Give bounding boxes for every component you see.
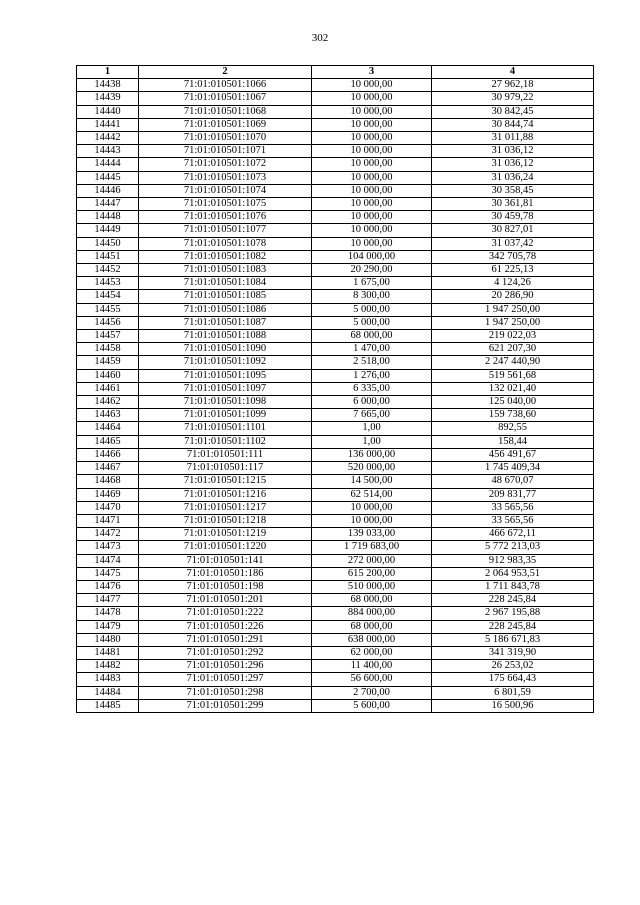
value-cell: 5 186 671,83 <box>432 633 594 646</box>
row-number-cell: 14445 <box>77 171 139 184</box>
row-number-cell: 14468 <box>77 475 139 488</box>
cadastral-number-cell: 71:01:010501:1070 <box>139 132 312 145</box>
row-number-cell: 14450 <box>77 237 139 250</box>
area-cell: 10 000,00 <box>312 237 432 250</box>
area-cell: 104 000,00 <box>312 250 432 263</box>
table-row <box>77 528 594 541</box>
area-cell: 10 000,00 <box>312 79 432 92</box>
cadastral-number-cell: 71:01:010501:1217 <box>139 501 312 514</box>
area-cell: 615 200,00 <box>312 567 432 580</box>
value-cell: 30 358,45 <box>432 184 594 197</box>
value-cell: 2 064 953,51 <box>432 567 594 580</box>
value-cell: 132 021,40 <box>432 382 594 395</box>
table-row <box>77 224 594 237</box>
table-row <box>77 145 594 158</box>
cadastral-number-cell: 71:01:010501:201 <box>139 594 312 607</box>
row-number-cell: 14482 <box>77 660 139 673</box>
row-number-cell: 14454 <box>77 290 139 303</box>
row-number-cell: 14441 <box>77 118 139 131</box>
cadastral-number-cell: 71:01:010501:1098 <box>139 396 312 409</box>
cadastral-number-cell: 71:01:010501:1215 <box>139 475 312 488</box>
area-cell: 10 000,00 <box>312 198 432 211</box>
table-row <box>77 303 594 316</box>
value-cell: 1 711 843,78 <box>432 580 594 593</box>
cadastral-number-cell: 71:01:010501:292 <box>139 646 312 659</box>
value-cell: 33 565,56 <box>432 514 594 527</box>
value-cell: 31 036,24 <box>432 171 594 184</box>
table-row <box>77 250 594 263</box>
value-cell: 48 670,07 <box>432 475 594 488</box>
column-header-4: 4 <box>432 66 594 79</box>
value-cell: 31 036,12 <box>432 158 594 171</box>
area-cell: 139 033,00 <box>312 528 432 541</box>
page-number: 302 <box>311 32 329 44</box>
cadastral-number-cell: 71:01:010501:1095 <box>139 369 312 382</box>
area-cell: 6 335,00 <box>312 382 432 395</box>
table-row <box>77 171 594 184</box>
table-row <box>77 554 594 567</box>
row-number-cell: 14455 <box>77 303 139 316</box>
cadastral-number-cell: 71:01:010501:1220 <box>139 541 312 554</box>
table-row <box>77 594 594 607</box>
row-number-cell: 14483 <box>77 673 139 686</box>
row-number-cell: 14447 <box>77 198 139 211</box>
cadastral-number-cell: 71:01:010501:222 <box>139 607 312 620</box>
cadastral-number-cell: 71:01:010501:1102 <box>139 435 312 448</box>
area-cell: 14 500,00 <box>312 475 432 488</box>
area-cell: 1 675,00 <box>312 277 432 290</box>
area-cell: 68 000,00 <box>312 594 432 607</box>
cadastral-number-cell: 71:01:010501:1074 <box>139 184 312 197</box>
cadastral-number-cell: 71:01:010501:1085 <box>139 290 312 303</box>
value-cell: 175 664,43 <box>432 673 594 686</box>
cadastral-number-cell: 71:01:010501:186 <box>139 567 312 580</box>
table-row <box>77 541 594 554</box>
value-cell: 1 947 250,00 <box>432 303 594 316</box>
cadastral-number-cell: 71:01:010501:1087 <box>139 316 312 329</box>
area-cell: 62 000,00 <box>312 646 432 659</box>
value-cell: 6 801,59 <box>432 686 594 699</box>
area-cell: 1 719 683,00 <box>312 541 432 554</box>
area-cell: 10 000,00 <box>312 158 432 171</box>
row-number-cell: 14448 <box>77 211 139 224</box>
area-cell: 136 000,00 <box>312 448 432 461</box>
row-number-cell: 14443 <box>77 145 139 158</box>
cadastral-number-cell: 71:01:010501:1092 <box>139 356 312 369</box>
table-row <box>77 475 594 488</box>
value-cell: 31 037,42 <box>432 237 594 250</box>
row-number-cell: 14463 <box>77 409 139 422</box>
value-cell: 30 842,45 <box>432 105 594 118</box>
area-cell: 884 000,00 <box>312 607 432 620</box>
value-cell: 16 500,96 <box>432 699 594 712</box>
value-cell: 26 253,02 <box>432 660 594 673</box>
cadastral-table <box>76 65 594 713</box>
row-number-cell: 14465 <box>77 435 139 448</box>
value-cell: 20 286,90 <box>432 290 594 303</box>
row-number-cell: 14451 <box>77 250 139 263</box>
area-cell: 10 000,00 <box>312 118 432 131</box>
value-cell: 519 561,68 <box>432 369 594 382</box>
cadastral-number-cell: 71:01:010501:1219 <box>139 528 312 541</box>
cadastral-number-cell: 71:01:010501:1083 <box>139 264 312 277</box>
value-cell: 27 962,18 <box>432 79 594 92</box>
cadastral-number-cell: 71:01:010501:1076 <box>139 211 312 224</box>
row-number-cell: 14438 <box>77 79 139 92</box>
value-cell: 158,44 <box>432 435 594 448</box>
table-row <box>77 501 594 514</box>
value-cell: 125 040,00 <box>432 396 594 409</box>
area-cell: 62 514,00 <box>312 488 432 501</box>
cadastral-number-cell: 71:01:010501:1084 <box>139 277 312 290</box>
area-cell: 68 000,00 <box>312 330 432 343</box>
table-row <box>77 79 594 92</box>
row-number-cell: 14471 <box>77 514 139 527</box>
row-number-cell: 14472 <box>77 528 139 541</box>
row-number-cell: 14440 <box>77 105 139 118</box>
row-number-cell: 14452 <box>77 264 139 277</box>
table-row <box>77 660 594 673</box>
cadastral-number-cell: 71:01:010501:1069 <box>139 118 312 131</box>
cadastral-number-cell: 71:01:010501:1078 <box>139 237 312 250</box>
row-number-cell: 14475 <box>77 567 139 580</box>
value-cell: 1 745 409,34 <box>432 462 594 475</box>
value-cell: 2 967 195,88 <box>432 607 594 620</box>
row-number-cell: 14449 <box>77 224 139 237</box>
cadastral-number-cell: 71:01:010501:1071 <box>139 145 312 158</box>
cadastral-number-cell: 71:01:010501:141 <box>139 554 312 567</box>
area-cell: 1 470,00 <box>312 343 432 356</box>
cadastral-number-cell: 71:01:010501:1066 <box>139 79 312 92</box>
area-cell: 10 000,00 <box>312 224 432 237</box>
area-cell: 10 000,00 <box>312 92 432 105</box>
value-cell: 209 831,77 <box>432 488 594 501</box>
row-number-cell: 14460 <box>77 369 139 382</box>
value-cell: 61 225,13 <box>432 264 594 277</box>
area-cell: 1,00 <box>312 422 432 435</box>
row-number-cell: 14466 <box>77 448 139 461</box>
area-cell: 10 000,00 <box>312 501 432 514</box>
area-cell: 10 000,00 <box>312 514 432 527</box>
table-row <box>77 356 594 369</box>
value-cell: 4 124,26 <box>432 277 594 290</box>
table-row <box>77 448 594 461</box>
table-row <box>77 290 594 303</box>
table-row <box>77 396 594 409</box>
value-cell: 30 361,81 <box>432 198 594 211</box>
value-cell: 31 011,88 <box>432 132 594 145</box>
row-number-cell: 14456 <box>77 316 139 329</box>
table-row <box>77 686 594 699</box>
row-number-cell: 14485 <box>77 699 139 712</box>
table-row <box>77 488 594 501</box>
cadastral-number-cell: 71:01:010501:1218 <box>139 514 312 527</box>
row-number-cell: 14467 <box>77 462 139 475</box>
value-cell: 456 491,67 <box>432 448 594 461</box>
table-row <box>77 158 594 171</box>
row-number-cell: 14480 <box>77 633 139 646</box>
row-number-cell: 14461 <box>77 382 139 395</box>
area-cell: 68 000,00 <box>312 620 432 633</box>
row-number-cell: 14453 <box>77 277 139 290</box>
area-cell: 638 000,00 <box>312 633 432 646</box>
area-cell: 8 300,00 <box>312 290 432 303</box>
value-cell: 31 036,12 <box>432 145 594 158</box>
value-cell: 228 245,84 <box>432 620 594 633</box>
cadastral-number-cell: 71:01:010501:1090 <box>139 343 312 356</box>
value-cell: 219 022,03 <box>432 330 594 343</box>
row-number-cell: 14478 <box>77 607 139 620</box>
row-number-cell: 14479 <box>77 620 139 633</box>
cadastral-number-cell: 71:01:010501:1082 <box>139 250 312 263</box>
area-cell: 11 400,00 <box>312 660 432 673</box>
value-cell: 30 979,22 <box>432 92 594 105</box>
area-cell: 2 700,00 <box>312 686 432 699</box>
table-row <box>77 198 594 211</box>
cadastral-number-cell: 71:01:010501:1077 <box>139 224 312 237</box>
value-cell: 30 844,74 <box>432 118 594 131</box>
cadastral-number-cell: 71:01:010501:297 <box>139 673 312 686</box>
row-number-cell: 14473 <box>77 541 139 554</box>
table-row <box>77 435 594 448</box>
table-row <box>77 92 594 105</box>
row-number-cell: 14444 <box>77 158 139 171</box>
value-cell: 892,55 <box>432 422 594 435</box>
row-number-cell: 14446 <box>77 184 139 197</box>
cadastral-number-cell: 71:01:010501:1101 <box>139 422 312 435</box>
table-row <box>77 580 594 593</box>
row-number-cell: 14469 <box>77 488 139 501</box>
area-cell: 7 665,00 <box>312 409 432 422</box>
cadastral-number-cell: 71:01:010501:111 <box>139 448 312 461</box>
value-cell: 912 983,35 <box>432 554 594 567</box>
table-row <box>77 646 594 659</box>
value-cell: 341 319,90 <box>432 646 594 659</box>
cadastral-number-cell: 71:01:010501:299 <box>139 699 312 712</box>
table-row <box>77 514 594 527</box>
row-number-cell: 14481 <box>77 646 139 659</box>
value-cell: 5 772 213,03 <box>432 541 594 554</box>
table-row <box>77 673 594 686</box>
cadastral-number-cell: 71:01:010501:198 <box>139 580 312 593</box>
row-number-cell: 14484 <box>77 686 139 699</box>
value-cell: 621 207,30 <box>432 343 594 356</box>
row-number-cell: 14439 <box>77 92 139 105</box>
cadastral-number-cell: 71:01:010501:1216 <box>139 488 312 501</box>
area-cell: 5 000,00 <box>312 316 432 329</box>
table-row <box>77 211 594 224</box>
value-cell: 342 705,78 <box>432 250 594 263</box>
area-cell: 1,00 <box>312 435 432 448</box>
area-cell: 272 000,00 <box>312 554 432 567</box>
area-cell: 5 600,00 <box>312 699 432 712</box>
row-number-cell: 14458 <box>77 343 139 356</box>
table-row <box>77 237 594 250</box>
table-row <box>77 369 594 382</box>
area-cell: 20 290,00 <box>312 264 432 277</box>
cadastral-number-cell: 71:01:010501:296 <box>139 660 312 673</box>
table-row <box>77 343 594 356</box>
value-cell: 30 827,01 <box>432 224 594 237</box>
cadastral-number-cell: 71:01:010501:1073 <box>139 171 312 184</box>
table-row <box>77 184 594 197</box>
table-row <box>77 382 594 395</box>
area-cell: 56 600,00 <box>312 673 432 686</box>
area-cell: 10 000,00 <box>312 171 432 184</box>
table-row <box>77 567 594 580</box>
cadastral-number-cell: 71:01:010501:1068 <box>139 105 312 118</box>
cadastral-number-cell: 71:01:010501:1067 <box>139 92 312 105</box>
row-number-cell: 14442 <box>77 132 139 145</box>
cadastral-number-cell: 71:01:010501:291 <box>139 633 312 646</box>
cadastral-number-cell: 71:01:010501:1075 <box>139 198 312 211</box>
table-row <box>77 330 594 343</box>
table-row <box>77 118 594 131</box>
table-row <box>77 699 594 712</box>
cadastral-number-cell: 71:01:010501:1086 <box>139 303 312 316</box>
table-row <box>77 607 594 620</box>
row-number-cell: 14459 <box>77 356 139 369</box>
table-row <box>77 422 594 435</box>
area-cell: 520 000,00 <box>312 462 432 475</box>
area-cell: 10 000,00 <box>312 211 432 224</box>
area-cell: 10 000,00 <box>312 132 432 145</box>
area-cell: 6 000,00 <box>312 396 432 409</box>
table-row <box>77 264 594 277</box>
table-row <box>77 132 594 145</box>
column-header-3: 3 <box>312 66 432 79</box>
value-cell: 30 459,78 <box>432 211 594 224</box>
area-cell: 1 276,00 <box>312 369 432 382</box>
area-cell: 2 518,00 <box>312 356 432 369</box>
row-number-cell: 14464 <box>77 422 139 435</box>
row-number-cell: 14457 <box>77 330 139 343</box>
table-row <box>77 462 594 475</box>
value-cell: 1 947 250,00 <box>432 316 594 329</box>
area-cell: 510 000,00 <box>312 580 432 593</box>
value-cell: 159 738,60 <box>432 409 594 422</box>
table-row <box>77 620 594 633</box>
row-number-cell: 14476 <box>77 580 139 593</box>
column-header-2: 2 <box>139 66 312 79</box>
cadastral-number-cell: 71:01:010501:1088 <box>139 330 312 343</box>
table-row <box>77 316 594 329</box>
row-number-cell: 14477 <box>77 594 139 607</box>
area-cell: 5 000,00 <box>312 303 432 316</box>
area-cell: 10 000,00 <box>312 105 432 118</box>
value-cell: 33 565,56 <box>432 501 594 514</box>
area-cell: 10 000,00 <box>312 145 432 158</box>
table-row <box>77 633 594 646</box>
row-number-cell: 14462 <box>77 396 139 409</box>
table-row <box>77 105 594 118</box>
header-row <box>77 66 594 79</box>
value-cell: 466 672,11 <box>432 528 594 541</box>
cadastral-number-cell: 71:01:010501:1097 <box>139 382 312 395</box>
value-cell: 2 247 440,90 <box>432 356 594 369</box>
table-row <box>77 409 594 422</box>
cadastral-number-cell: 71:01:010501:1099 <box>139 409 312 422</box>
row-number-cell: 14470 <box>77 501 139 514</box>
cadastral-number-cell: 71:01:010501:117 <box>139 462 312 475</box>
area-cell: 10 000,00 <box>312 184 432 197</box>
value-cell: 228 245,84 <box>432 594 594 607</box>
cadastral-number-cell: 71:01:010501:298 <box>139 686 312 699</box>
row-number-cell: 14474 <box>77 554 139 567</box>
cadastral-number-cell: 71:01:010501:226 <box>139 620 312 633</box>
table-body <box>77 79 594 713</box>
table-row <box>77 277 594 290</box>
cadastral-number-cell: 71:01:010501:1072 <box>139 158 312 171</box>
column-header-1: 1 <box>77 66 139 79</box>
